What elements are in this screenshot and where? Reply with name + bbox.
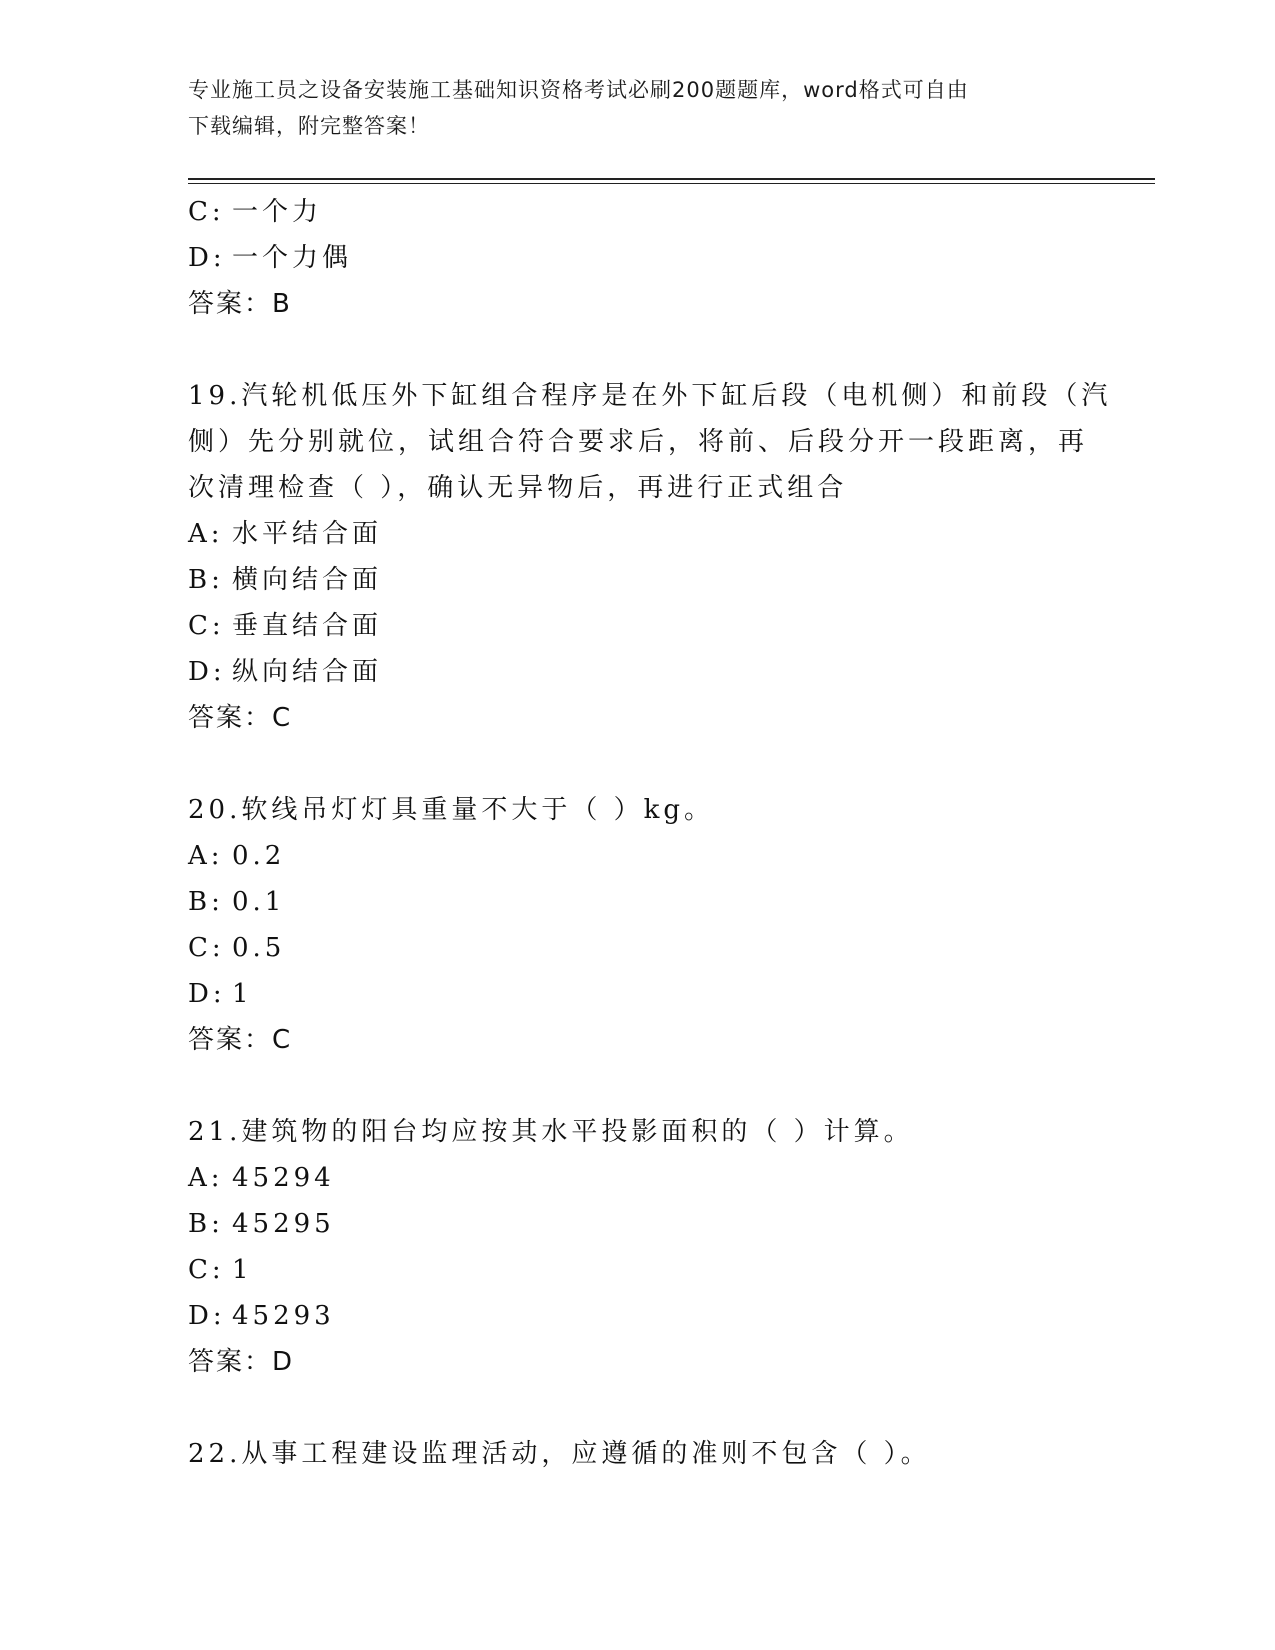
option-c: C: 0.5 — [188, 933, 286, 963]
option-d: D: 1 — [188, 979, 253, 1009]
question-stem-line: 21.建筑物的阳台均应按其水平投影面积的（ ）计算。 — [188, 1117, 914, 1147]
answer-label: 答案：C — [188, 703, 293, 733]
question-19 — [188, 373, 1112, 741]
option-c: C: 垂直结合面 — [188, 611, 383, 641]
question-22 — [188, 1431, 1088, 1477]
spacer — [188, 1063, 1088, 1109]
option-a: A: 0.2 — [188, 841, 286, 871]
header-divider-thin — [188, 183, 1155, 184]
answer-label: 答案：C — [188, 1025, 293, 1055]
question-fragment — [188, 189, 1088, 327]
spacer — [188, 741, 1088, 787]
option-b: B: 0.1 — [188, 887, 286, 917]
answer-label: 答案：B — [188, 289, 292, 319]
option-c: C: 一个力 — [188, 197, 323, 227]
spacer — [188, 327, 1088, 373]
option-a: A: 水平结合面 — [188, 519, 383, 549]
question-20 — [188, 787, 1088, 1063]
question-stem-line: 侧）先分别就位，试组合符合要求后，将前、后段分开一段距离，再 — [188, 427, 1089, 457]
header-divider — [188, 178, 1155, 180]
option-c: C: 1 — [188, 1255, 253, 1285]
document-header — [188, 72, 1088, 144]
question-list — [188, 189, 1112, 1477]
question-stem-line: 19.汽轮机低压外下缸组合程序是在外下缸后段（电机侧）和前段（汽 — [188, 381, 1112, 411]
option-b: B: 横向结合面 — [188, 565, 383, 595]
question-stem-line: 次清理检查（ ），确认无异物后，再进行正式组合 — [188, 473, 848, 503]
answer-label: 答案：D — [188, 1347, 295, 1377]
option-d: D: 一个力偶 — [188, 243, 353, 273]
question-stem-line: 20.软线吊灯灯具重量不大于（ ）kg。 — [188, 795, 715, 825]
spacer — [188, 1385, 1088, 1431]
option-d: D: 纵向结合面 — [188, 657, 383, 687]
header-line-2: 下载编辑，附完整答案！ — [188, 114, 430, 138]
option-a: A: 45294 — [188, 1163, 335, 1193]
question-stem-line: 22.从事工程建设监理活动，应遵循的准则不包含（ ）。 — [188, 1439, 931, 1469]
header-line-1: 专业施工员之设备安装施工基础知识资格考试必刷200题题库，word格式可自由 — [188, 78, 969, 102]
question-21 — [188, 1109, 1088, 1385]
option-b: B: 45295 — [188, 1209, 335, 1239]
option-d: D: 45293 — [188, 1301, 335, 1331]
